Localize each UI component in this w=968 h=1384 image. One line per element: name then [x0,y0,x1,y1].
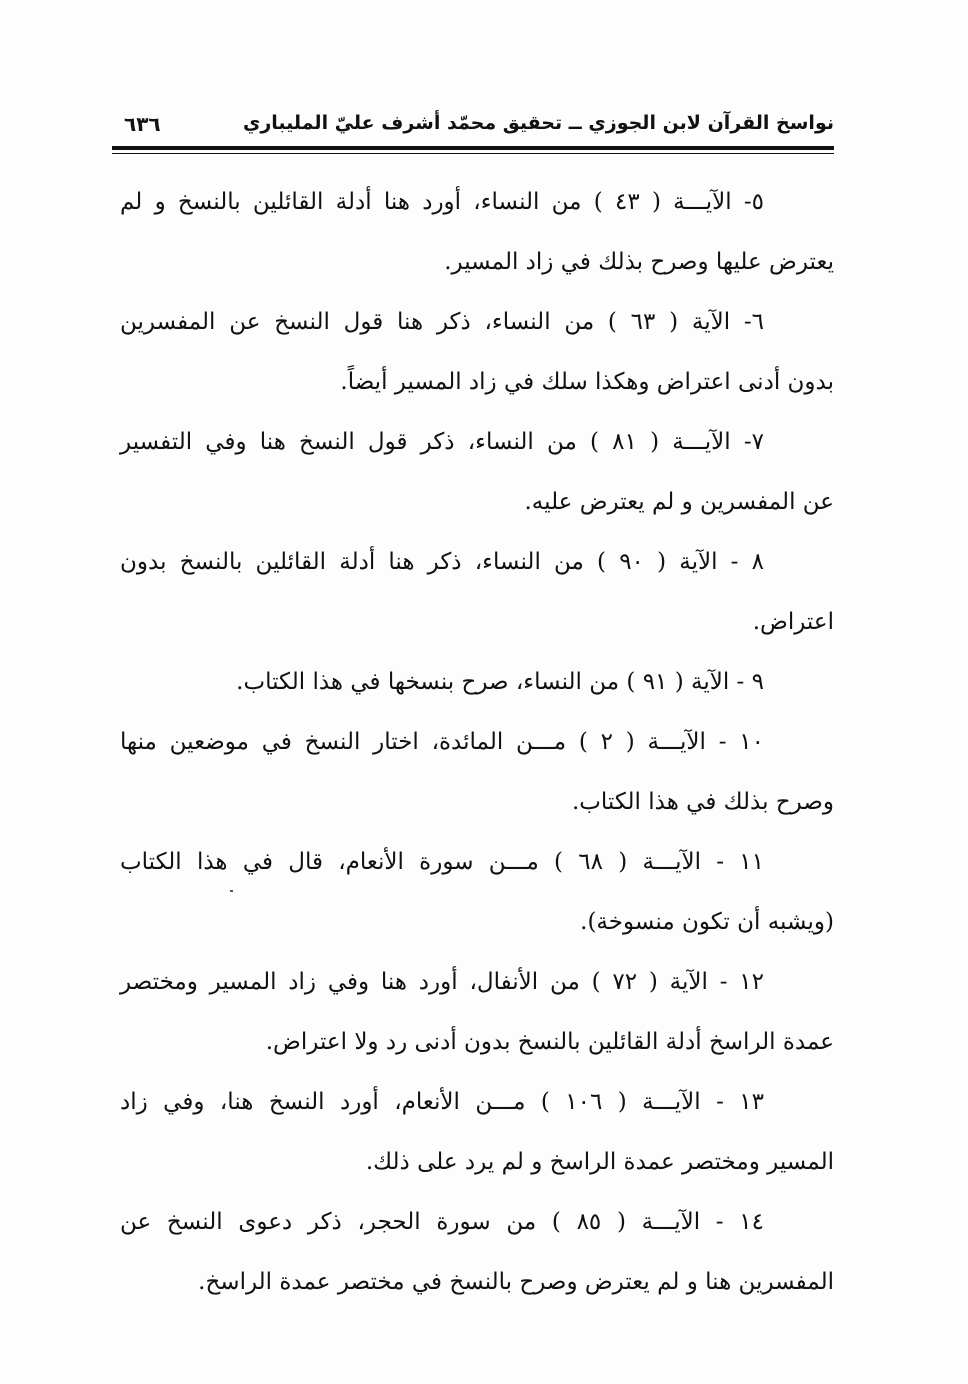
header-rule-thick [112,146,834,150]
item-line-1: ٥- الآيـــة ( ٤٣ ) من النساء، أورد هنا أدلة القائلين بالنسخ و لم [120,189,764,215]
item-line-1: ١٤ - الآيـــة ( ٨٥ ) من سورة الحجر، ذكر دعوى النسخ عن [120,1209,764,1235]
item-line-2: وصرح بذلك في هذا الكتاب. [571,789,834,815]
item-line-2: يعترض عليها وصرح بذلك في زاد المسير. [444,249,834,275]
item-line-2: (ويشبه أن تكون منسوخة). [580,909,834,935]
header-rule-thin [112,153,834,154]
item-line-1: ٧- الآيـــة ( ٨١ ) من النساء، ذكر قول النسخ هنا وفي التفسير [120,429,764,455]
list-item [120,1192,834,1312]
list-item [120,1072,834,1192]
list-item [120,172,834,292]
item-line-2: بدون أدنى اعتراض وهكذا سلك في زاد المسير أيضاً. [340,369,834,395]
list-item [120,952,834,1072]
item-line-1: ٦- الآية ( ٦٣ ) من النساء، ذكر هنا قول النسخ عن المفسرين [120,309,764,335]
item-line-1: ١٣ - الآيـــة ( ١٠٦ ) مـــن الأنعام، أورد النسخ هنا، وفي زاد [120,1089,764,1115]
body-text [120,172,834,1312]
item-line-1: ٨ - الآية ( ٩٠ ) من النساء، ذكر هنا أدلة القائلين بالنسخ بدون [120,549,764,575]
scan-speck [230,890,233,892]
item-line-1: ١١ - الآيـــة ( ٦٨ ) مـــن سورة الأنعام، قال في هذا الكتاب [120,849,764,875]
list-item [120,532,834,652]
item-line-2: المسير ومختصر عمدة الراسخ و لم يرد على ذلك. [365,1149,834,1175]
item-line-1: ١٠ - الآيـــة ( ٢ ) مـــن المائدة، اختار النسخ في موضعين منها [120,729,764,755]
item-line-2: اعتراض. [752,609,834,635]
running-header [112,104,834,150]
item-line-2: المفسرين هنا و لم يعترض وصرح بالنسخ في مختصر عمدة الراسخ. [198,1269,834,1295]
list-item [120,412,834,532]
item-line-2: عن المفسرين و لم يعترض عليه. [524,489,834,515]
list-item [120,292,834,412]
item-line-2: عمدة الراسخ أدلة القائلين بالنسخ بدون أدنى رد ولا اعتراض. [265,1029,834,1055]
list-item [120,832,834,952]
header-title: نواسخ القرآن لابن الجوزي ــ تحقيق محمّد أشرف عليّ المليباري [242,112,834,134]
list-item [120,712,834,832]
item-line-1: ١٢ - الآية ( ٧٢ ) من الأنفال، أورد هنا وفي زاد المسير ومختصر [120,969,764,995]
list-item [120,652,834,712]
page-number: ٦٣٦ [124,112,161,136]
item-line-1: ٩ - الآية ( ٩١ ) من النساء، صرح بنسخها في هذا الكتاب. [236,669,764,695]
